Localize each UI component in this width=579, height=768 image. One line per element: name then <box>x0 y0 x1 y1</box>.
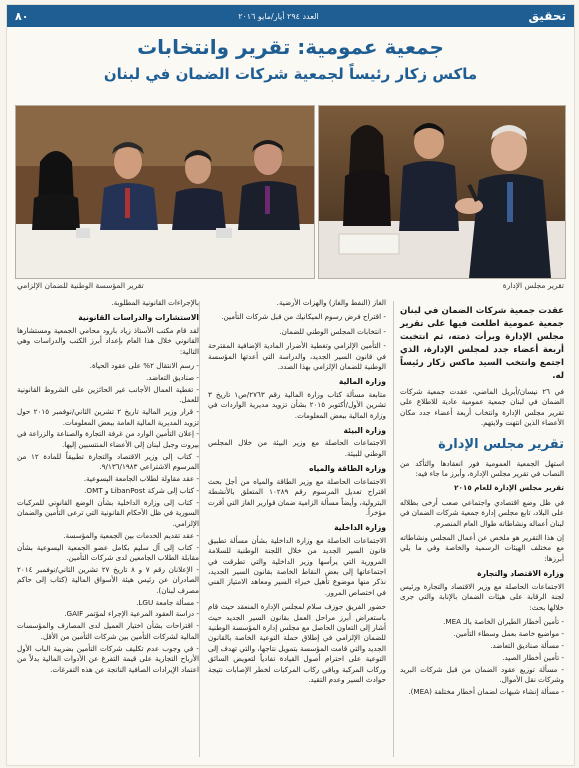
list-item: - مسألة إنشاء شبهات لضمان أخطار مختلفة (MEA). <box>408 686 564 696</box>
paragraph: لقد قام مكتب الأستاذ زياد بارود محامي الجمعية ومستشارها القانوني خلال هذا العام بإعداد أبرز الكتب والدراسات وهي التالية: <box>17 325 199 356</box>
list-item: - كتاب إلى شركة LibanPost و OMT. <box>84 486 199 495</box>
page-subtitle: ماكس زكار رئيساً لجمعية شركات الضمان في لبنان <box>103 65 478 83</box>
list-item: - كتاب إلى آل سليم بكامل عضو الجمعية اليسوعية بشأن مقابلة الطلاب الجامعين لدى شركات التأمين. <box>17 542 199 562</box>
paragraph: الاجتماعات الحاصلة مع وزير الطاقة والمياه من أجل بحث اقتراح تعديل المرسوم رقم ١٠٢٨٩ المتعلق بالأنشطة البترولية، وأيضاً مسألة الزامية ضمان قوارير الغاز التي أقرت مؤخراً. <box>208 476 386 517</box>
issue-info: العدد ٢٩٤ أيار/مايو ٢٠١٦ <box>238 11 319 21</box>
list-item: - كتاب إلى وزير الاقتصاد والتجارة تطبيقاً للمادة ١٢ من المرسوم الاشتراعي ٩/١٣٦/١٩٨٣. <box>17 451 200 472</box>
list-item: - مواضيع خاصة بعمل وسطاء التأمين. <box>453 628 564 638</box>
column-left <box>17 298 199 676</box>
intro-paragraph: في ٢٦ نيسان/أبريل الماضي، عقدت جمعية شركات الضمان في لبنان جمعية عمومية عادية للاطلاع على تقرير مجلس الإدارة وانتخاب أربعة أعضاء جدد مكان الأعضاء الذين انتهت ولايتهم. <box>400 387 564 428</box>
caption-board-report: تقرير مجلس الإدارة <box>502 281 564 290</box>
list-item: - صناديق التعاضد. <box>146 372 199 382</box>
subheading-legal: الاستشارات والدراسات القانونية <box>78 313 199 323</box>
subheading-environment: وزارة البيئة <box>343 426 386 436</box>
title-block <box>17 35 564 85</box>
section-title-board-report: تقرير مجلس الإدارة <box>438 436 564 452</box>
page-number: ٨٠ <box>15 9 29 23</box>
photo-board-report <box>318 105 566 279</box>
paragraph: الغاز (النفط والغاز) والهزات الأرضية. <box>276 298 386 307</box>
list-item: - اقتراحات بشأن اختيار العميل لدى المصارف والمؤسسات المالية لشركات التأمين بين شركات التأمين من الأقل. <box>17 621 199 641</box>
list-economy-topics <box>400 617 564 697</box>
column-middle <box>208 298 386 689</box>
column-right <box>400 305 564 699</box>
paragraph: الاجتماعات الحاصلة مع وزير البيئة من خلال المجلس الوطني للبيئة. <box>208 438 386 458</box>
list-item: - تغطية العمال الأجانب غير الحائزين على الشروط القانونية للعمل. <box>17 384 199 405</box>
column-divider <box>393 301 394 757</box>
page-title: جمعية عمومية: تقرير وانتخابات <box>137 35 444 59</box>
paragraph: متابعة مسألة كتاب وزارة المالية رقم ٢٧٦٣/ص١ تاريخ ٣ تشرين الأول/أكتوبر ٢٠١٥ بشأن تزويد مديرية الواردات في وزارة المالية ببعض المعلومات. <box>208 389 387 420</box>
paragraph: الاجتماعات الحاصلة مع وزارة الداخلية بشأن مسألة تطبيق قانون السير الجديد من خلال اللجنة الوطنية للسلامة المرورية التي يرأسها وزير الداخلية والتي تطرقت في اجتماعاتها إلى بعض النقاط الخاصة بقانون السير الجديد، نذكر منها موضوع تأهيل خبراء السير ومعاهد الامتياز الفني في اختصاص المرور. <box>208 535 386 597</box>
list-item: - مسألة توزيع عقود الضمان من قبل شركات البريد وشركات نقل الأموال. <box>400 664 564 684</box>
header-bar <box>7 5 574 27</box>
list-legal-studies <box>17 361 199 675</box>
list-item: - كتاب إلى وزارة الداخلية بشأن الوضع القانوني للمركبات السورية في ظل الأحكام القانونية التي ترعى التأمين والضمان الإلزامي. <box>17 497 199 528</box>
list-item: - رسم الانتقال ٢% على عقود الحياة. <box>89 361 199 371</box>
subheading-economy: وزارة الاقتصاد والتجارة <box>477 569 564 579</box>
list-item: - عقد تقديم الخدمات بين الجمعية والمؤسسة. <box>63 530 199 540</box>
paragraph: بالإجراءات القانونية المطلوبة. <box>111 298 199 307</box>
list-item: - عقد مقاولة لطلاب الجامعة اليسوعية. <box>83 474 199 484</box>
list-item: - في وجوب عدم تكليف شركات التأمين بضريبة الباب الأول الأرباح التجارية على قيمة التفرغ عن الأدوات المالية بدلاً من اعتماد الإيرادات الصافية الناتجة عن هذه التفرغات. <box>17 643 199 674</box>
paragraph: إن هذا التقرير هو ملخص عن أعمال المجلس ونشاطاته مع مختلف الهيئات الرسمية والخاصة وفي ما يلي أبرزها: <box>400 533 564 563</box>
list-item: - مسألة صناديق التعاضد. <box>490 640 564 650</box>
paragraph: - التأمين الإلزامي وتغطية الأضرار المادية الإضافية المقترحة في قانون السير الجديد، والدراسة التي أعدتها المؤسسة الوطنية للضمان الإلزامي بهذا الصدد. <box>208 341 386 372</box>
column-divider <box>199 301 200 757</box>
list-item: - تأمين أخطار الصيد. <box>502 652 564 662</box>
section-tag: تحقيق <box>528 9 566 23</box>
list-item: - دراسة العقود المرعية الإجراء لمؤتمر GAIF. <box>64 609 199 619</box>
list-item: - مسألة جامعة LGU. <box>136 597 199 607</box>
paragraph: الاجتماعات الحاصلة مع وزير الاقتصاد والتجارة ورئيس لجنة الرقابة على هيئات الضمان بالإنابة والتي جرى خلالها بحث: <box>400 581 564 612</box>
photo-national-institution-image <box>16 106 314 278</box>
list-item: - قرار وزير المالية تاريخ ٢ تشرين الثاني/نوفمبر ٢٠١٥ حول تزويد المديرية المالية العامة ببعض المعلومات. <box>17 407 199 427</box>
caption-national-institution: تقرير المؤسسة الوطنية للضمان الإلزامي <box>17 281 144 290</box>
subheading-interior: وزارة الداخلية <box>334 523 386 533</box>
paragraph: حضور الفريق جوزف سلام لمجلس الإدارة المنعقد حيث قام باستعراض أبرز مراحل العمل بقانون السير الجديد حيث أشار إلى التعاون الحاصل مع مجلس إدارة المؤسسة الوطنية للضمان الإلزامي في إطلاق حملة التوعية الخاصة بالقانون الجديد والتي قامت المؤسسة بتمويل نتاجها، والتي تهدف إلى التوعية على احترام أصول القيادة تفادياً لتعويض السائق وركاب المركبة وباقي ركاب المركبات لخطر الإصابات نتيجة حوادث السير وعدم التقيد. <box>208 602 386 684</box>
paragraph: في ظل وضع اقتصادي واجتماعي صعب أرخى بظلاله على البلاد، تابع مجلس إدارة جمعية شركات الضمان في لبنان أعماله ونشاطاته طوال العام المنصرم. <box>400 497 564 528</box>
paragraph: - انتخابات المجلس الوطني للضمان. <box>279 326 386 336</box>
magazine-page <box>6 4 575 766</box>
subheading-energy: وزارة الطاقة والمياه <box>309 464 386 474</box>
photo-board-report-image <box>319 106 565 278</box>
list-item: - تأمين أخطار الطيران الخاصة بالـ MEA. <box>443 616 564 626</box>
paragraph: تقرير مجلس الإدارة للعام ٢٠١٥ <box>454 483 564 493</box>
list-item: - الإعلانان رقم ٧ و ٨ تاريخ ٢٧ تشرين الثاني/نوفمبر ٢٠١٤ الصادران عن رئيس هيئة الأسواق المالية (كتاب إلى حاكم مصرف لبنان). <box>17 564 199 595</box>
lead-paragraph: عقدت جمعية شركات الضمان في لبنان جمعية عمومية اطلعت فيها على تقرير مجلس الإدارة وبرأت ذمته، ثم انتخبت أربعة أعضاء جدد لمجلس الإدارة، الذي اجتمع وانتخب السيد ماكس زكار رئيساً له. <box>400 306 564 381</box>
paragraph: استهل الجمعية العمومية فور انعقادها والتأكد من النصاب في تقرير مجلس الإدارة، وأبرز ما جاء فيه: <box>400 458 564 479</box>
photo-national-institution <box>15 105 315 279</box>
list-item: - إعلان التأمين الوارد من غرفة التجارة والصناعة والزراعة في بيروت وجبل لبنان إلى الأعضاء المنتسبين إليها. <box>17 429 199 449</box>
paragraph: - اقتراح فرض رسوم الميكانيك من قبل شركات التأمين. <box>221 312 386 322</box>
subheading-finance: وزارة المالية <box>338 377 386 387</box>
